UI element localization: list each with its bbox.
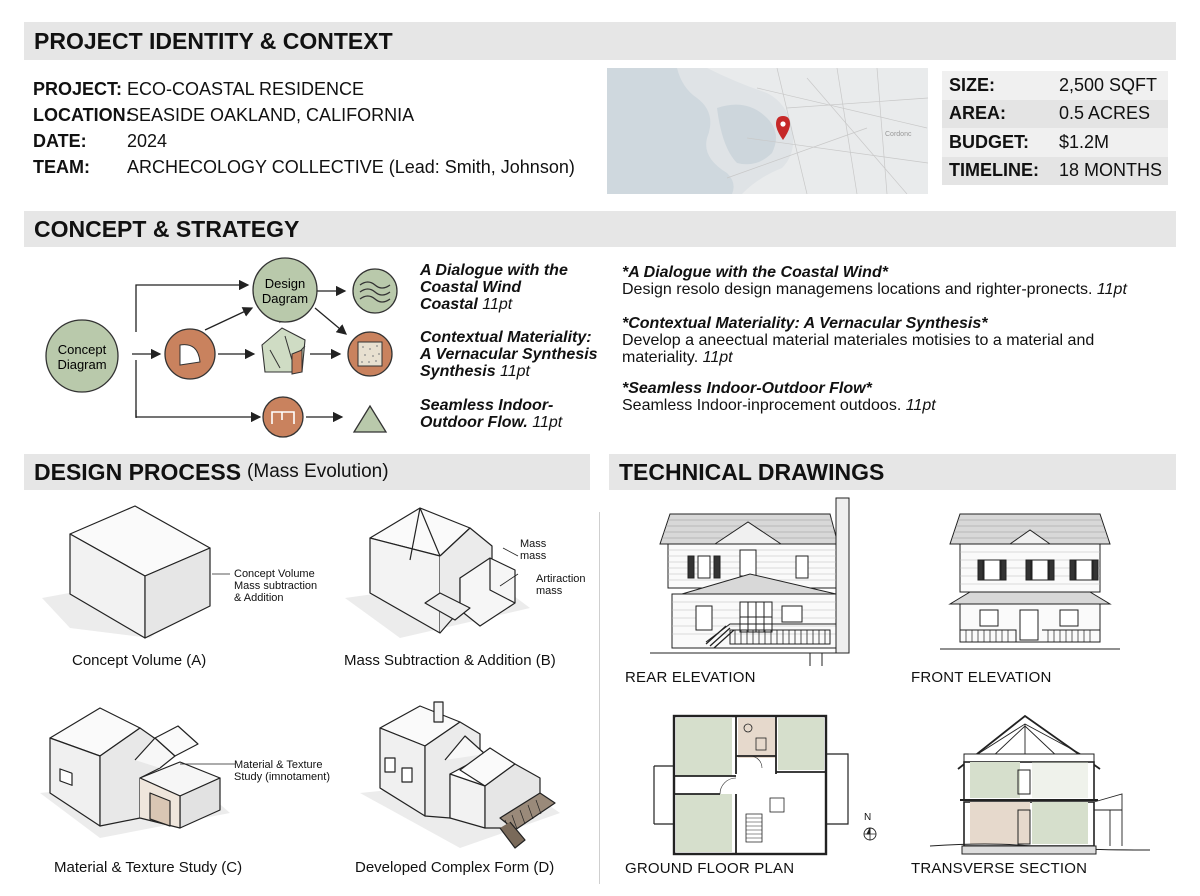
north-arrow-icon [864, 828, 876, 840]
stat-budget: BUDGET: $1.2M [942, 128, 1168, 157]
note-b-2: Artiraction mass [536, 573, 586, 597]
caption-rear-elevation: REAR ELEVATION [625, 669, 756, 686]
project-info [33, 76, 575, 180]
note-c: Material & Texture Study (imnotament) [234, 759, 330, 783]
info-row-team: TEAM: ARCHECOLOGY COLLECTIVE (Lead: Smith, Johnson) [33, 157, 575, 177]
concept-node-label-1: Concept [57, 342, 107, 357]
strategy-right-1: *A Dialogue with the Coastal Wind* Design resolo design managemens locations and righter-pronects. 11pt [622, 264, 1127, 298]
ground-floor-plan-drawing [654, 716, 848, 854]
concept-node-label-2: Diagram [57, 357, 107, 372]
stat-area: AREA: 0.5 ACRES [942, 100, 1168, 129]
transverse-section-drawing [930, 716, 1150, 854]
strategy-left-1: A Dialogue with the Coastal Wind Coastal 11pt [420, 262, 568, 313]
design-node [253, 258, 317, 322]
note-a: Concept Volume Mass subtraction & Addition [234, 568, 318, 604]
stat-timeline: TIMELINE: 18 MONTHS [942, 157, 1168, 186]
info-row-date: DATE: 2024 [33, 131, 168, 151]
stat-size: SIZE: 2,500 SQFT [942, 71, 1168, 100]
strategy-right-2: *Contextual Materiality: A Vernacular Synthesis* Develop a aneectual material materiales motisies to a material and materiality. 11pt [622, 315, 1095, 366]
note-b-1: Mass mass [520, 538, 547, 562]
info-row-location: LOCATION: SEASIDE OAKLAND, CALIFORNIA [33, 105, 415, 125]
strategy-right-3: *Seamless Indoor-Outdoor Flow* Seamless Indoor-inprocement outdoos. 11pt [622, 380, 936, 414]
front-elevation-drawing [940, 514, 1120, 649]
section-header-process: DESIGN PROCESS (Mass Evolution) [24, 454, 590, 490]
house-sketch-icon [262, 328, 305, 374]
location-map[interactable] [607, 68, 928, 194]
design-node-label-1: Design [264, 276, 306, 291]
concept-node [46, 320, 118, 392]
wind-icon [353, 269, 397, 313]
caption-ground-floor-plan: GROUND FLOOR PLAN [625, 860, 795, 877]
info-row-project: PROJECT: ECO-COASTAL RESIDENCE [33, 79, 365, 99]
section-header-identity: PROJECT IDENTITY & CONTEXT [24, 22, 1176, 60]
concept-volume-drawing [42, 506, 230, 638]
concept-diagram [30, 250, 420, 450]
strategy-left-3: Seamless Indoor- Outdoor Flow. 11pt [420, 397, 563, 431]
design-node-label-2: Dagram [261, 291, 309, 306]
caption-a: Concept Volume (A) [72, 652, 207, 669]
section-header-technical: TECHNICAL DRAWINGS [609, 454, 1176, 490]
caption-b: Mass Subtraction & Addition (B) [344, 652, 556, 669]
section-header-concept: CONCEPT & STRATEGY [24, 211, 1176, 247]
caption-d: Developed Complex Form (D) [355, 859, 555, 876]
material-texture-drawing [40, 708, 235, 838]
column-divider [599, 512, 600, 884]
map-label: Cordonc [885, 131, 912, 138]
strategy-left-2: Contextual Materiality: A Vernacular Synthesis Synthesis 11pt [420, 329, 598, 380]
north-label: N [864, 812, 872, 823]
mass-subtraction-drawing [345, 508, 530, 638]
caption-front-elevation: FRONT ELEVATION [911, 669, 1052, 686]
texture-icon [348, 332, 392, 376]
flow-icon [263, 397, 303, 437]
developed-form-drawing [360, 702, 560, 848]
project-stats [942, 71, 1168, 185]
triangle-icon [354, 406, 386, 432]
mass-evolution-drawings [30, 498, 590, 888]
caption-transverse-section: TRANSVERSE SECTION [911, 860, 1088, 877]
leaf-node-icon [165, 329, 215, 379]
caption-c: Material & Texture Study (C) [54, 859, 243, 876]
rear-elevation-drawing [650, 498, 849, 666]
